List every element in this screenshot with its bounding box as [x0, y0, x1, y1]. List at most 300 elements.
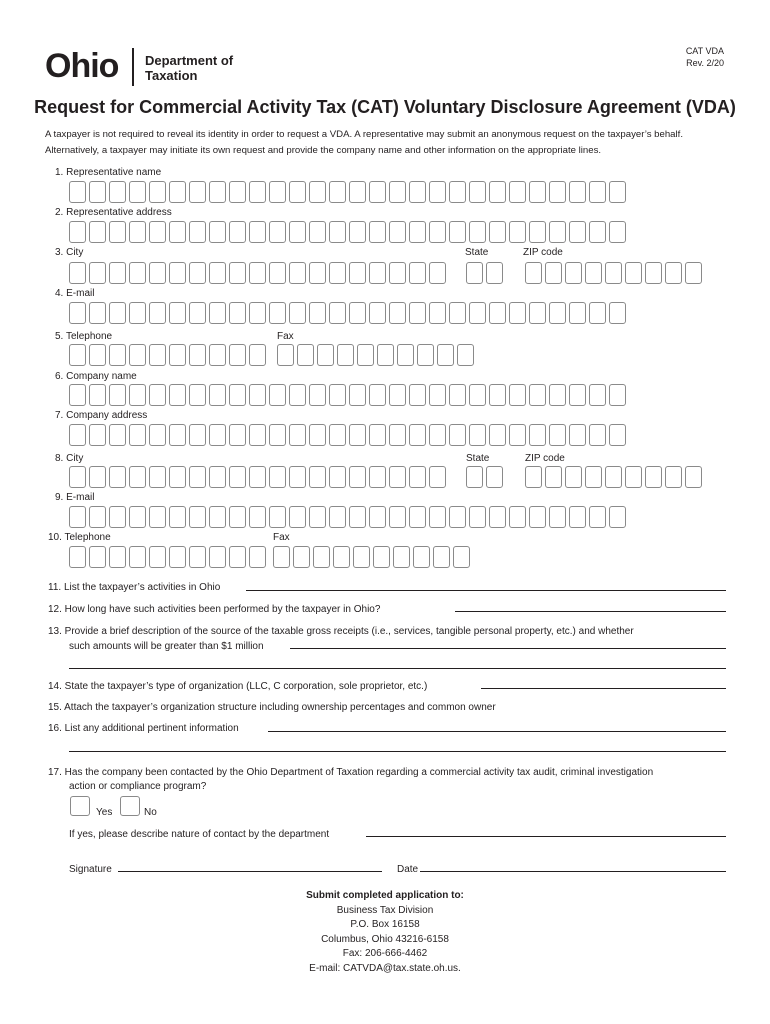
- character-box[interactable]: [417, 344, 434, 366]
- company-email-boxes[interactable]: [69, 506, 626, 528]
- character-box[interactable]: [329, 384, 346, 406]
- character-box[interactable]: [149, 344, 166, 366]
- character-box[interactable]: [509, 221, 526, 243]
- character-box[interactable]: [509, 506, 526, 528]
- character-box[interactable]: [565, 262, 582, 284]
- character-box[interactable]: [529, 424, 546, 446]
- character-box[interactable]: [309, 262, 326, 284]
- character-box[interactable]: [529, 384, 546, 406]
- character-box[interactable]: [129, 262, 146, 284]
- character-box[interactable]: [229, 262, 246, 284]
- representative-address-boxes[interactable]: [69, 221, 626, 243]
- email-boxes[interactable]: [69, 302, 626, 324]
- character-box[interactable]: [209, 221, 226, 243]
- character-box[interactable]: [489, 221, 506, 243]
- submit-heading: Submit completed application to:: [306, 890, 464, 901]
- character-box[interactable]: [249, 344, 266, 366]
- character-box[interactable]: [625, 262, 642, 284]
- character-box[interactable]: [129, 424, 146, 446]
- character-box[interactable]: [409, 424, 426, 446]
- character-box[interactable]: [189, 221, 206, 243]
- character-box[interactable]: [317, 344, 334, 366]
- character-box[interactable]: [433, 546, 450, 568]
- character-box[interactable]: [609, 221, 626, 243]
- character-box[interactable]: [429, 181, 446, 203]
- character-box[interactable]: [489, 424, 506, 446]
- character-box[interactable]: [565, 466, 582, 488]
- character-box[interactable]: [449, 302, 466, 324]
- character-box[interactable]: [249, 424, 266, 446]
- character-box[interactable]: [189, 466, 206, 488]
- character-box[interactable]: [169, 424, 186, 446]
- character-box[interactable]: [469, 221, 486, 243]
- character-box[interactable]: [109, 466, 126, 488]
- character-box[interactable]: [229, 344, 246, 366]
- character-box[interactable]: [229, 181, 246, 203]
- character-box[interactable]: [329, 221, 346, 243]
- character-box[interactable]: [469, 424, 486, 446]
- character-box[interactable]: [129, 181, 146, 203]
- character-box[interactable]: [389, 262, 406, 284]
- telephone-boxes[interactable]: [69, 344, 266, 366]
- zip-code-boxes[interactable]: [525, 262, 702, 284]
- character-box[interactable]: [645, 262, 662, 284]
- character-box[interactable]: [149, 262, 166, 284]
- character-box[interactable]: [486, 262, 503, 284]
- character-box[interactable]: [109, 546, 126, 568]
- character-box[interactable]: [249, 221, 266, 243]
- character-box[interactable]: [189, 424, 206, 446]
- character-box[interactable]: [569, 221, 586, 243]
- character-box[interactable]: [89, 384, 106, 406]
- character-box[interactable]: [389, 181, 406, 203]
- question-14-answer-line[interactable]: [481, 688, 726, 689]
- character-box[interactable]: [437, 344, 454, 366]
- character-box[interactable]: [589, 221, 606, 243]
- state-boxes[interactable]: [466, 262, 503, 284]
- logo-dept-line1: Department of: [145, 53, 234, 68]
- character-box[interactable]: [329, 302, 346, 324]
- character-box[interactable]: [353, 546, 370, 568]
- character-box[interactable]: [469, 181, 486, 203]
- character-box[interactable]: [349, 221, 366, 243]
- character-box[interactable]: [589, 506, 606, 528]
- character-box[interactable]: [89, 181, 106, 203]
- character-box[interactable]: [229, 424, 246, 446]
- character-box[interactable]: [377, 344, 394, 366]
- character-box[interactable]: [349, 384, 366, 406]
- character-box[interactable]: [289, 181, 306, 203]
- character-box[interactable]: [249, 506, 266, 528]
- character-box[interactable]: [189, 262, 206, 284]
- character-box[interactable]: [109, 302, 126, 324]
- character-box[interactable]: [229, 546, 246, 568]
- character-box[interactable]: [189, 506, 206, 528]
- character-box[interactable]: [273, 546, 290, 568]
- city-boxes[interactable]: [69, 262, 446, 284]
- company-telephone-boxes[interactable]: [69, 546, 266, 568]
- character-box[interactable]: [389, 302, 406, 324]
- question-16-answer-line-1[interactable]: [268, 731, 726, 732]
- character-box[interactable]: [269, 181, 286, 203]
- character-box[interactable]: [209, 181, 226, 203]
- character-box[interactable]: [429, 466, 446, 488]
- character-box[interactable]: [297, 344, 314, 366]
- character-box[interactable]: [269, 466, 286, 488]
- character-box[interactable]: [609, 384, 626, 406]
- character-box[interactable]: [525, 466, 542, 488]
- character-box[interactable]: [89, 546, 106, 568]
- character-box[interactable]: [589, 424, 606, 446]
- character-box[interactable]: [169, 262, 186, 284]
- character-box[interactable]: [349, 466, 366, 488]
- character-box[interactable]: [229, 221, 246, 243]
- character-box[interactable]: [129, 384, 146, 406]
- character-box[interactable]: [469, 384, 486, 406]
- character-box[interactable]: [289, 424, 306, 446]
- character-box[interactable]: [269, 506, 286, 528]
- character-box[interactable]: [409, 302, 426, 324]
- character-box[interactable]: [329, 424, 346, 446]
- question-16-answer-line-2[interactable]: [69, 751, 726, 752]
- character-box[interactable]: [569, 181, 586, 203]
- submit-line-city: Columbus, Ohio 43216-6158: [321, 933, 449, 945]
- character-box[interactable]: [209, 546, 226, 568]
- character-box[interactable]: [605, 262, 622, 284]
- character-box[interactable]: [129, 302, 146, 324]
- character-box[interactable]: [289, 302, 306, 324]
- character-box[interactable]: [169, 302, 186, 324]
- character-box[interactable]: [349, 424, 366, 446]
- character-box[interactable]: [69, 344, 86, 366]
- character-box[interactable]: [229, 506, 246, 528]
- character-box[interactable]: [169, 181, 186, 203]
- character-box[interactable]: [585, 466, 602, 488]
- character-box[interactable]: [69, 302, 86, 324]
- company-city-boxes[interactable]: [69, 466, 446, 488]
- character-box[interactable]: [189, 344, 206, 366]
- character-box[interactable]: [129, 546, 146, 568]
- character-box[interactable]: [409, 181, 426, 203]
- character-box[interactable]: [89, 424, 106, 446]
- company-fax-boxes[interactable]: [273, 546, 470, 568]
- field-3-city-label: 3. City: [55, 247, 84, 258]
- character-box[interactable]: [309, 302, 326, 324]
- character-box[interactable]: [409, 466, 426, 488]
- character-box[interactable]: [169, 344, 186, 366]
- character-box[interactable]: [545, 262, 562, 284]
- character-box[interactable]: [289, 384, 306, 406]
- character-box[interactable]: [449, 221, 466, 243]
- character-box[interactable]: [249, 384, 266, 406]
- character-box[interactable]: [209, 384, 226, 406]
- character-box[interactable]: [249, 262, 266, 284]
- character-box[interactable]: [289, 506, 306, 528]
- character-box[interactable]: [429, 302, 446, 324]
- character-box[interactable]: [685, 262, 702, 284]
- character-box[interactable]: [466, 262, 483, 284]
- character-box[interactable]: [269, 384, 286, 406]
- character-box[interactable]: [549, 221, 566, 243]
- character-box[interactable]: [349, 506, 366, 528]
- character-box[interactable]: [149, 181, 166, 203]
- character-box[interactable]: [389, 506, 406, 528]
- character-box[interactable]: [469, 506, 486, 528]
- character-box[interactable]: [229, 466, 246, 488]
- character-box[interactable]: [309, 221, 326, 243]
- character-box[interactable]: [249, 546, 266, 568]
- character-box[interactable]: [409, 384, 426, 406]
- character-box[interactable]: [569, 384, 586, 406]
- character-box[interactable]: [209, 262, 226, 284]
- character-box[interactable]: [369, 181, 386, 203]
- character-box[interactable]: [189, 546, 206, 568]
- character-box[interactable]: [409, 262, 426, 284]
- character-box[interactable]: [209, 302, 226, 324]
- character-box[interactable]: [249, 302, 266, 324]
- character-box[interactable]: [549, 384, 566, 406]
- character-box[interactable]: [397, 344, 414, 366]
- character-box[interactable]: [609, 181, 626, 203]
- character-box[interactable]: [389, 221, 406, 243]
- character-box[interactable]: [429, 424, 446, 446]
- character-box[interactable]: [685, 466, 702, 488]
- fax-boxes[interactable]: [277, 344, 474, 366]
- character-box[interactable]: [109, 344, 126, 366]
- character-box[interactable]: [449, 424, 466, 446]
- character-box[interactable]: [269, 424, 286, 446]
- no-checkbox[interactable]: [120, 796, 140, 816]
- character-box[interactable]: [389, 466, 406, 488]
- character-box[interactable]: [469, 302, 486, 324]
- character-box[interactable]: [529, 221, 546, 243]
- character-box[interactable]: [349, 181, 366, 203]
- character-box[interactable]: [409, 221, 426, 243]
- character-box[interactable]: [369, 221, 386, 243]
- character-box[interactable]: [313, 546, 330, 568]
- character-box[interactable]: [209, 506, 226, 528]
- character-box[interactable]: [457, 344, 474, 366]
- character-box[interactable]: [249, 466, 266, 488]
- character-box[interactable]: [329, 181, 346, 203]
- character-box[interactable]: [149, 546, 166, 568]
- character-box[interactable]: [389, 424, 406, 446]
- character-box[interactable]: [369, 384, 386, 406]
- character-box[interactable]: [69, 546, 86, 568]
- character-box[interactable]: [69, 181, 86, 203]
- character-box[interactable]: [486, 466, 503, 488]
- character-box[interactable]: [609, 506, 626, 528]
- character-box[interactable]: [89, 262, 106, 284]
- character-box[interactable]: [453, 546, 470, 568]
- company-name-boxes[interactable]: [69, 384, 626, 406]
- character-box[interactable]: [169, 466, 186, 488]
- character-box[interactable]: [525, 262, 542, 284]
- character-box[interactable]: [429, 506, 446, 528]
- representative-name-boxes[interactable]: [69, 181, 626, 203]
- character-box[interactable]: [309, 466, 326, 488]
- character-box[interactable]: [609, 302, 626, 324]
- character-box[interactable]: [289, 466, 306, 488]
- character-box[interactable]: [369, 262, 386, 284]
- character-box[interactable]: [269, 262, 286, 284]
- character-box[interactable]: [409, 506, 426, 528]
- character-box[interactable]: [269, 302, 286, 324]
- character-box[interactable]: [509, 384, 526, 406]
- character-box[interactable]: [109, 221, 126, 243]
- character-box[interactable]: [589, 181, 606, 203]
- character-box[interactable]: [529, 506, 546, 528]
- character-box[interactable]: [589, 302, 606, 324]
- character-box[interactable]: [489, 181, 506, 203]
- character-box[interactable]: [149, 466, 166, 488]
- yes-checkbox[interactable]: [70, 796, 90, 816]
- character-box[interactable]: [129, 466, 146, 488]
- character-box[interactable]: [585, 262, 602, 284]
- character-box[interactable]: [369, 506, 386, 528]
- character-box[interactable]: [149, 424, 166, 446]
- character-box[interactable]: [149, 506, 166, 528]
- character-box[interactable]: [645, 466, 662, 488]
- character-box[interactable]: [249, 181, 266, 203]
- company-zip-code-boxes[interactable]: [525, 466, 702, 488]
- character-box[interactable]: [569, 506, 586, 528]
- character-box[interactable]: [337, 344, 354, 366]
- question-13-answer-line-2[interactable]: [69, 668, 726, 669]
- character-box[interactable]: [229, 302, 246, 324]
- character-box[interactable]: [149, 221, 166, 243]
- character-box[interactable]: [129, 221, 146, 243]
- character-box[interactable]: [369, 424, 386, 446]
- character-box[interactable]: [89, 344, 106, 366]
- character-box[interactable]: [449, 181, 466, 203]
- character-box[interactable]: [209, 466, 226, 488]
- character-box[interactable]: [109, 181, 126, 203]
- character-box[interactable]: [109, 424, 126, 446]
- character-box[interactable]: [349, 262, 366, 284]
- character-box[interactable]: [357, 344, 374, 366]
- character-box[interactable]: [69, 221, 86, 243]
- character-box[interactable]: [549, 302, 566, 324]
- character-box[interactable]: [369, 302, 386, 324]
- character-box[interactable]: [309, 506, 326, 528]
- question-12-answer-line[interactable]: [455, 611, 726, 612]
- character-box[interactable]: [189, 384, 206, 406]
- character-box[interactable]: [169, 546, 186, 568]
- character-box[interactable]: [109, 262, 126, 284]
- character-box[interactable]: [489, 384, 506, 406]
- character-box[interactable]: [289, 221, 306, 243]
- character-box[interactable]: [269, 221, 286, 243]
- company-state-boxes[interactable]: [466, 466, 503, 488]
- character-box[interactable]: [665, 466, 682, 488]
- character-box[interactable]: [529, 302, 546, 324]
- character-box[interactable]: [393, 546, 410, 568]
- character-box[interactable]: [89, 302, 106, 324]
- character-box[interactable]: [609, 424, 626, 446]
- character-box[interactable]: [109, 384, 126, 406]
- character-box[interactable]: [189, 181, 206, 203]
- character-box[interactable]: [89, 221, 106, 243]
- character-box[interactable]: [549, 181, 566, 203]
- character-box[interactable]: [329, 466, 346, 488]
- character-box[interactable]: [149, 302, 166, 324]
- question-11-answer-line[interactable]: [246, 590, 726, 591]
- contact-description-line[interactable]: [366, 836, 726, 837]
- character-box[interactable]: [466, 466, 483, 488]
- character-box[interactable]: [413, 546, 430, 568]
- character-box[interactable]: [329, 262, 346, 284]
- character-box[interactable]: [109, 506, 126, 528]
- character-box[interactable]: [333, 546, 350, 568]
- company-address-boxes[interactable]: [69, 424, 626, 446]
- character-box[interactable]: [149, 384, 166, 406]
- character-box[interactable]: [169, 506, 186, 528]
- character-box[interactable]: [69, 506, 86, 528]
- character-box[interactable]: [429, 221, 446, 243]
- character-box[interactable]: [429, 262, 446, 284]
- character-box[interactable]: [293, 546, 310, 568]
- character-box[interactable]: [169, 384, 186, 406]
- character-box[interactable]: [509, 302, 526, 324]
- character-box[interactable]: [449, 384, 466, 406]
- character-box[interactable]: [69, 424, 86, 446]
- character-box[interactable]: [69, 466, 86, 488]
- character-box[interactable]: [349, 302, 366, 324]
- character-box[interactable]: [129, 506, 146, 528]
- character-box[interactable]: [289, 262, 306, 284]
- character-box[interactable]: [569, 424, 586, 446]
- character-box[interactable]: [545, 466, 562, 488]
- character-box[interactable]: [605, 466, 622, 488]
- character-box[interactable]: [69, 262, 86, 284]
- character-box[interactable]: [489, 506, 506, 528]
- character-box[interactable]: [625, 466, 642, 488]
- character-box[interactable]: [209, 424, 226, 446]
- character-box[interactable]: [549, 506, 566, 528]
- character-box[interactable]: [129, 344, 146, 366]
- date-line[interactable]: [420, 871, 726, 872]
- character-box[interactable]: [665, 262, 682, 284]
- character-box[interactable]: [489, 302, 506, 324]
- character-box[interactable]: [509, 424, 526, 446]
- character-box[interactable]: [529, 181, 546, 203]
- character-box[interactable]: [309, 384, 326, 406]
- character-box[interactable]: [189, 302, 206, 324]
- character-box[interactable]: [429, 384, 446, 406]
- character-box[interactable]: [229, 384, 246, 406]
- question-13-answer-line-1[interactable]: [290, 648, 726, 649]
- character-box[interactable]: [329, 506, 346, 528]
- character-box[interactable]: [549, 424, 566, 446]
- character-box[interactable]: [89, 466, 106, 488]
- character-box[interactable]: [277, 344, 294, 366]
- character-box[interactable]: [309, 181, 326, 203]
- character-box[interactable]: [389, 384, 406, 406]
- character-box[interactable]: [209, 344, 226, 366]
- character-box[interactable]: [589, 384, 606, 406]
- character-box[interactable]: [89, 506, 106, 528]
- character-box[interactable]: [449, 506, 466, 528]
- character-box[interactable]: [569, 302, 586, 324]
- character-box[interactable]: [369, 466, 386, 488]
- character-box[interactable]: [309, 424, 326, 446]
- character-box[interactable]: [69, 384, 86, 406]
- character-box[interactable]: [169, 221, 186, 243]
- character-box[interactable]: [509, 181, 526, 203]
- signature-line[interactable]: [118, 871, 382, 872]
- character-box[interactable]: [373, 546, 390, 568]
